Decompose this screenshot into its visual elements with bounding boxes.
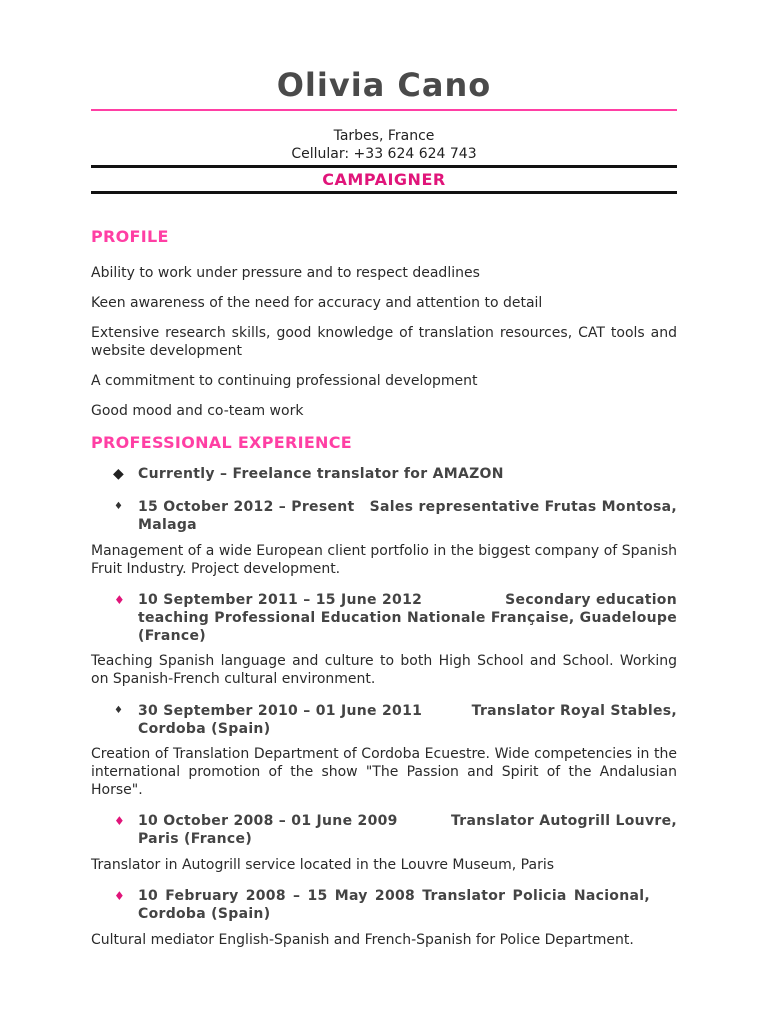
diamond-bullet-icon: ♦ [114,501,123,512]
experience-entry-description: Creation of Translation Department of Cordoba Ecuestre. Wide competencies in the international promotion of the show "The Passion and Spirit of the Andalusian Horse". [91,746,677,798]
profile-item: A commitment to continuing professional development [91,373,478,389]
pink-diamond-bullet-icon: ♦ [114,889,125,903]
pink-diamond-bullet-icon: ♦ [114,593,125,607]
experience-entry-title: 10 September 2011 – 15 June 2012 Secondary education teaching Professional Education Nationale Française, Guadeloupe (France) [138,592,677,644]
experience-entry-title: Currently – Freelance translator for AMAZON [138,466,504,482]
experience-entry-description: Translator in Autogrill service located in the Louvre Museum, Paris [91,857,555,873]
experience-entry-description: Management of a wide European client portfolio in the biggest company of Spanish Fruit Industry. Project development. [91,543,677,577]
name-divider [91,109,677,111]
title-rule-bottom [91,191,677,194]
black-diamond-bullet-icon: ◆ [113,466,124,482]
experience-entry-description: Teaching Spanish language and culture to both High School and School. Working on Spanish-French cultural environment. [91,653,677,687]
contact-block [91,127,677,163]
experience-entry-title: 15 October 2012 – Present Sales representative Frutas Montosa, Malaga [138,499,677,533]
candidate-name: Olivia Cano [276,66,492,104]
profile-item: Ability to work under pressure and to respect deadlines [91,265,480,281]
experience-heading: PROFESSIONAL EXPERIENCE [91,433,353,452]
job-title: CAMPAIGNER [322,170,446,189]
pink-diamond-bullet-icon: ♦ [114,814,125,828]
profile-item: Keen awareness of the need for accuracy and attention to detail [91,295,543,311]
experience-entry-description: Cultural mediator English-Spanish and French-Spanish for Police Department. [91,932,634,948]
profile-item: Extensive research skills, good knowledge of translation resources, CAT tools and website development [91,325,677,359]
title-rule-top [91,165,677,168]
location-text: Tarbes, France [333,128,435,144]
experience-entry-title: 10 February 2008 – 15 May 2008 Translator Policia Nacional, Cordoba (Spain) [138,888,650,922]
profile-item: Good mood and co-team work [91,403,304,419]
experience-entry-title: 10 October 2008 – 01 June 2009 Translator Autogrill Louvre, Paris (France) [138,813,677,847]
phone-text: Cellular: +33 624 624 743 [291,146,477,162]
experience-entry-title: 30 September 2010 – 01 June 2011 Translator Royal Stables, Cordoba (Spain) [138,703,677,737]
diamond-bullet-icon: ♦ [114,705,123,716]
profile-heading: PROFILE [91,227,169,246]
